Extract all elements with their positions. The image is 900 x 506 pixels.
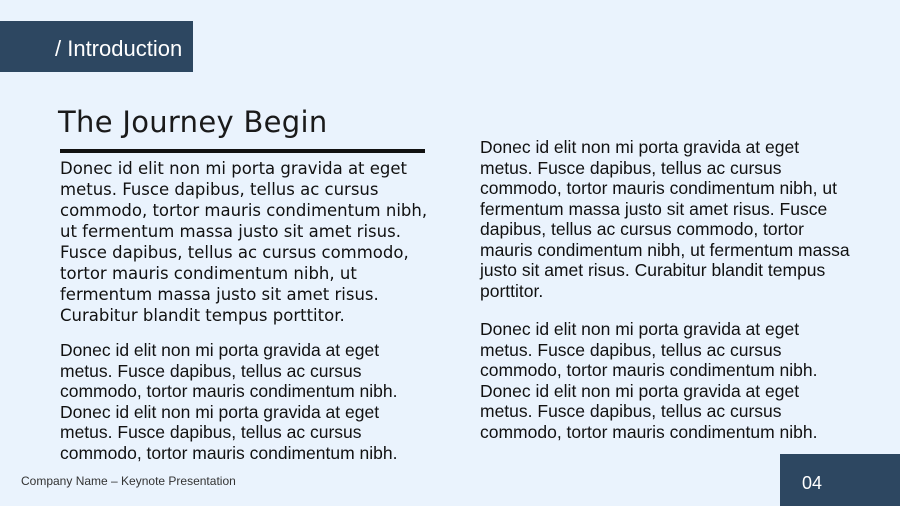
right-paragraph-2: Donec id elit non mi porta gravida at eget metus. Fusce dapibus, tellus ac cursus commodo, tortor mauris condimentum nibh. Donec id elit non mi porta gravida at eget metus. Fusce dapibus, tellus ac cursus commodo, tortor mauris condimentum nibh. [480,319,818,442]
footer-company-label: Company Name – Keynote Presentation [21,474,236,488]
section-tag [0,21,193,72]
section-label: / Introduction [55,36,183,61]
page-number: 04 [802,473,823,493]
title-underline [60,149,425,153]
slide-title: The Journey Begin [58,105,328,139]
left-paragraph-1: Donec id elit non mi porta gravida at eget metus. Fusce dapibus, tellus ac cursus commodo, tortor mauris condimentum nibh, ut fermentum massa justo sit amet risus. Fusce dapibus, tellus ac cursus commodo, tortor mauris condimentum nibh, ut fermentum massa justo sit amet risus. Curabitur blandit tempus porttitor. [60,159,428,325]
left-paragraph-2: Donec id elit non mi porta gravida at eget metus. Fusce dapibus, tellus ac cursus commodo, tortor mauris condimentum nibh. Donec id elit non mi porta gravida at eget metus. Fusce dapibus, tellus ac cursus commodo, tortor mauris condimentum nibh. [60,340,398,463]
right-paragraph-1: Donec id elit non mi porta gravida at eget metus. Fusce dapibus, tellus ac cursus commodo, tortor mauris condimentum nibh, ut fermentum massa justo sit amet risus. Fusce dapibus, tellus ac cursus commodo, tortor mauris condimentum nibh, ut fermentum massa justo sit amet risus. Curabitur blandit tempus porttitor. [480,137,850,301]
page-number-box [780,454,900,506]
